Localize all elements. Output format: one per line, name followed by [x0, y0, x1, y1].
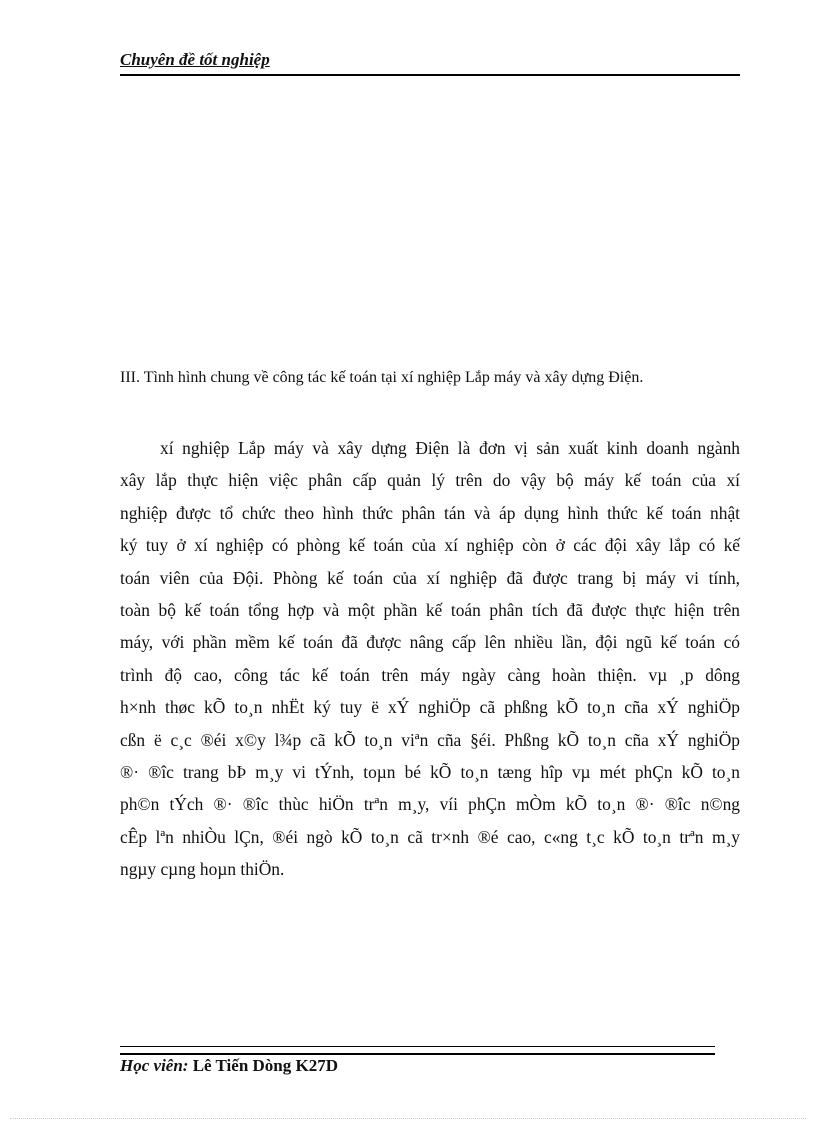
paragraph-line: ®· ®îc trang bÞ m¸y vi tÝnh, toµn bé kÕ to¸n tæng hîp vµ mét phÇn kÕ to¸n [120, 762, 740, 783]
body-paragraph [120, 432, 740, 886]
header-title: Chuyên đề tốt nghiệp [120, 50, 270, 69]
section-heading: III. Tình hình chung về công tác kế toán tại xí nghiệp Lắp máy và xây dựng Điện. [120, 369, 644, 386]
paragraph-line: trình độ cao, công tác kế toán trên máy ngày càng hoàn thiện. vµ ¸p dông [120, 664, 740, 685]
paragraph-line: ph©n tÝch ®· ®îc thùc hiÖn trªn m¸y, víi phÇn mÒm kÕ to¸n ®· ®îc n©ng [120, 794, 740, 815]
footer-divider [120, 1046, 715, 1055]
paragraph-line: cßn ë c¸c ®éi x©y l¾p cã kÕ to¸n viªn cña §éi. Phßng kÕ to¸n cña xÝ nghiÖp [120, 729, 740, 750]
footer-author: Lê Tiến Dòng K27D [192, 1056, 339, 1075]
paragraph-line: toàn bộ kế toán tổng hợp và một phần kế toán phân tích đã được thực hiện trên [120, 600, 740, 621]
paragraph-line: ngµy cµng hoµn thiÖn. [120, 859, 285, 880]
footer-label: Học viên: [120, 1056, 189, 1075]
paragraph-line: máy, với phần mềm kế toán đã được nâng cấp lên nhiều lần, đội ngũ kế toán có [120, 632, 740, 653]
paragraph-line: xây lắp thực hiện việc phân cấp quản lý trên do vậy bộ máy kế toán của xí [120, 470, 740, 491]
page-edge-divider [10, 1118, 806, 1119]
paragraph-line: toán viên của Đội. Phòng kế toán của xí nghiệp đã được trang bị máy vi tính, [120, 567, 740, 588]
page-header [120, 48, 740, 76]
paragraph-line: h×nh thøc kÕ to¸n nhËt ký tuy ë xÝ nghiÖp cã phßng kÕ to¸n cña xÝ nghiÖp [120, 697, 740, 718]
paragraph-line: cÊp lªn nhiÒu lÇn, ®éi ngò kÕ to¸n cã tr×nh ®é cao, c«ng t¸c kÕ to¸n trªn m¸y [120, 826, 740, 847]
paragraph-line: ký tuy ở xí nghiệp có phòng kế toán của xí nghiệp còn ở các đội xây lắp có kế [120, 535, 740, 556]
paragraph-line: nghiệp được tổ chức theo hình thức phân tán và áp dụng hình thức kế toán nhật [120, 502, 740, 523]
paragraph-line: xí nghiệp Lắp máy và xây dựng Điện là đơn vị sản xuất kinh doanh ngành [160, 438, 740, 458]
page-footer [120, 1056, 338, 1076]
